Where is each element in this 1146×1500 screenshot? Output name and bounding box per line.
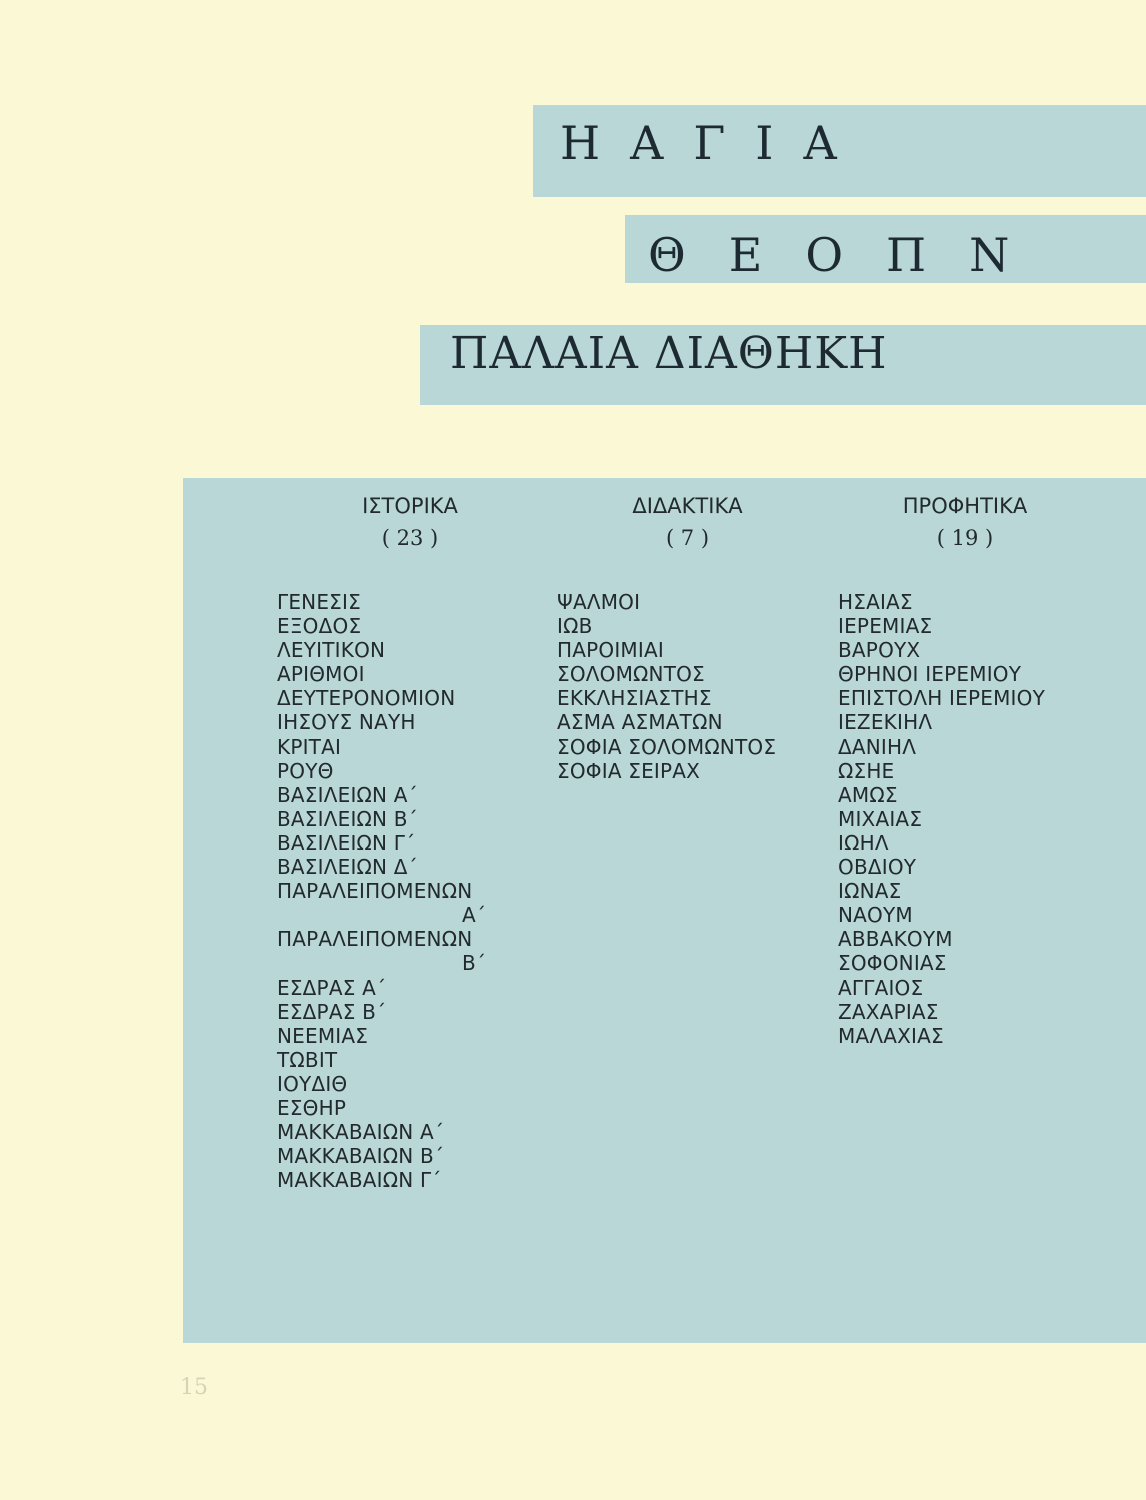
list-item: ΕΞΟΔΟΣ bbox=[277, 614, 362, 639]
title-letter: Ο bbox=[805, 228, 844, 282]
list-item: ΠΑΡΑΛΕΙΠΟΜΕΝΩΝ bbox=[277, 927, 473, 952]
list-item: ΕΚΚΛΗΣΙΑΣΤΗΣ bbox=[557, 686, 712, 711]
list-item: ΝΑΟΥΜ bbox=[838, 903, 913, 928]
list-item: ΒΑΣΙΛΕΙΩΝ Γ΄ bbox=[277, 830, 416, 855]
list-item: Α΄ bbox=[462, 903, 487, 928]
historical-heading: ΙΣΤΟΡΙΚΑ bbox=[362, 494, 458, 518]
list-item: ΩΣΗΕ bbox=[838, 758, 895, 783]
list-item: ΠΑΡΑΛΕΙΠΟΜΕΝΩΝ bbox=[277, 879, 473, 904]
list-item: ΙΩΒ bbox=[557, 614, 593, 639]
title-line-2 bbox=[648, 228, 1052, 282]
list-item: ΟΒΔΙΟΥ bbox=[838, 855, 917, 880]
list-item: ΕΣΘΗΡ bbox=[277, 1095, 347, 1120]
prophetic-heading: ΠΡΟΦΗΤΙΚΑ bbox=[902, 494, 1028, 518]
list-item: ΜΑΚΚΑΒΑΙΩΝ Γ΄ bbox=[277, 1168, 442, 1193]
list-item: ΤΩΒΙΤ bbox=[277, 1047, 338, 1072]
list-item: ΙΩΝΑΣ bbox=[838, 879, 902, 904]
list-item: ΜΑΛΑΧΙΑΣ bbox=[838, 1023, 944, 1048]
list-item: ΜΑΚΚΑΒΑΙΩΝ Β΄ bbox=[277, 1144, 445, 1169]
list-item: ΘΡΗΝΟΙ ΙΕΡΕΜΙΟΥ bbox=[838, 662, 1022, 687]
list-item: ΑΓΓΑΙΟΣ bbox=[838, 975, 924, 1000]
list-item: ΙΩΗΛ bbox=[838, 830, 889, 855]
historical-books-list bbox=[277, 590, 486, 1192]
list-item: ΔΕΥΤΕΡΟΝΟΜΙΟΝ bbox=[277, 686, 456, 711]
list-item: ΙΕΖΕΚΙΗΛ bbox=[838, 710, 933, 735]
page-number: 15 bbox=[180, 1375, 208, 1400]
list-item: ΜΙΧΑΙΑΣ bbox=[838, 806, 923, 831]
list-item: ΗΣΑΙΑΣ bbox=[838, 590, 913, 614]
list-item: ΚΡΙΤΑΙ bbox=[277, 734, 342, 759]
list-item: ΣΟΛΟΜΩΝΤΟΣ bbox=[557, 662, 705, 687]
list-item: ΑΒΒΑΚΟΥΜ bbox=[838, 927, 953, 952]
list-item: ΒΑΣΙΛΕΙΩΝ Β΄ bbox=[277, 806, 418, 831]
list-item: ΒΑΣΙΛΕΙΩΝ Δ΄ bbox=[277, 855, 418, 880]
prophetic-count: ( 19 ) bbox=[936, 526, 994, 550]
list-item: ΨΑΛΜΟΙ bbox=[557, 590, 641, 614]
list-item: ΙΟΥΔΙΘ bbox=[277, 1071, 348, 1096]
title-letter: Θ bbox=[648, 228, 686, 282]
list-item: ΙΗΣΟΥΣ ΝΑΥΗ bbox=[277, 710, 416, 735]
title-letter: Α bbox=[630, 116, 664, 170]
didactic-header bbox=[605, 490, 770, 554]
list-item: ΜΑΚΚΑΒΑΙΩΝ Α΄ bbox=[277, 1120, 445, 1145]
title-line-1 bbox=[560, 116, 867, 170]
prophetic-header bbox=[875, 490, 1055, 554]
list-item: ΓΕΝΕΣΙΣ bbox=[277, 590, 361, 614]
didactic-count: ( 7 ) bbox=[665, 526, 710, 550]
list-item: ΣΟΦΙΑ ΣΟΛΟΜΩΝΤΟΣ bbox=[557, 734, 777, 759]
historical-header bbox=[325, 490, 495, 554]
list-item: ΣΟΦΙΑ ΣΕΙΡΑΧ bbox=[557, 758, 701, 783]
list-item: ΒΑΣΙΛΕΙΩΝ Α΄ bbox=[277, 782, 418, 807]
list-item: ΡΟΥΘ bbox=[277, 758, 334, 783]
title-letter: Α bbox=[803, 116, 837, 170]
title-letter: Γ bbox=[693, 116, 726, 170]
prophetic-books-list bbox=[838, 590, 1045, 1048]
page-title: ΠΑΛΑΙΑ ΔΙΑΘΗΚΗ bbox=[450, 328, 888, 379]
list-item: ΙΕΡΕΜΙΑΣ bbox=[838, 614, 933, 639]
list-item: ΔΑΝΙΗΛ bbox=[838, 734, 917, 759]
historical-count: ( 23 ) bbox=[381, 526, 439, 550]
list-item: ΖΑΧΑΡΙΑΣ bbox=[838, 999, 939, 1024]
list-item: Β΄ bbox=[462, 951, 487, 976]
title-letter: Η bbox=[560, 116, 601, 170]
list-item: ΣΟΦΟΝΙΑΣ bbox=[838, 951, 947, 976]
title-letter: Ι bbox=[755, 116, 774, 170]
list-item: ΠΑΡΟΙΜΙΑΙ bbox=[557, 638, 664, 663]
list-item: ΑΜΩΣ bbox=[838, 782, 898, 807]
list-item: ΑΡΙΘΜΟΙ bbox=[277, 662, 365, 687]
list-item: ΒΑΡΟΥΧ bbox=[838, 638, 921, 663]
list-item: ΑΣΜΑ ΑΣΜΑΤΩΝ bbox=[557, 710, 723, 735]
list-item: ΕΣΔΡΑΣ Α΄ bbox=[277, 975, 387, 1000]
didactic-heading: ΔΙΔΑΚΤΙΚΑ bbox=[632, 494, 743, 518]
title-letter: Ν bbox=[969, 228, 1010, 282]
title-letter: Π bbox=[886, 228, 927, 282]
list-item: ΛΕΥΙΤΙΚΟΝ bbox=[277, 638, 386, 663]
title-letter: Ε bbox=[728, 228, 763, 282]
list-item: ΕΠΙΣΤΟΛΗ ΙΕΡΕΜΙΟΥ bbox=[838, 686, 1045, 711]
list-item: ΕΣΔΡΑΣ Β΄ bbox=[277, 999, 387, 1024]
didactic-books-list bbox=[557, 590, 776, 783]
list-item: ΝΕΕΜΙΑΣ bbox=[277, 1023, 369, 1048]
